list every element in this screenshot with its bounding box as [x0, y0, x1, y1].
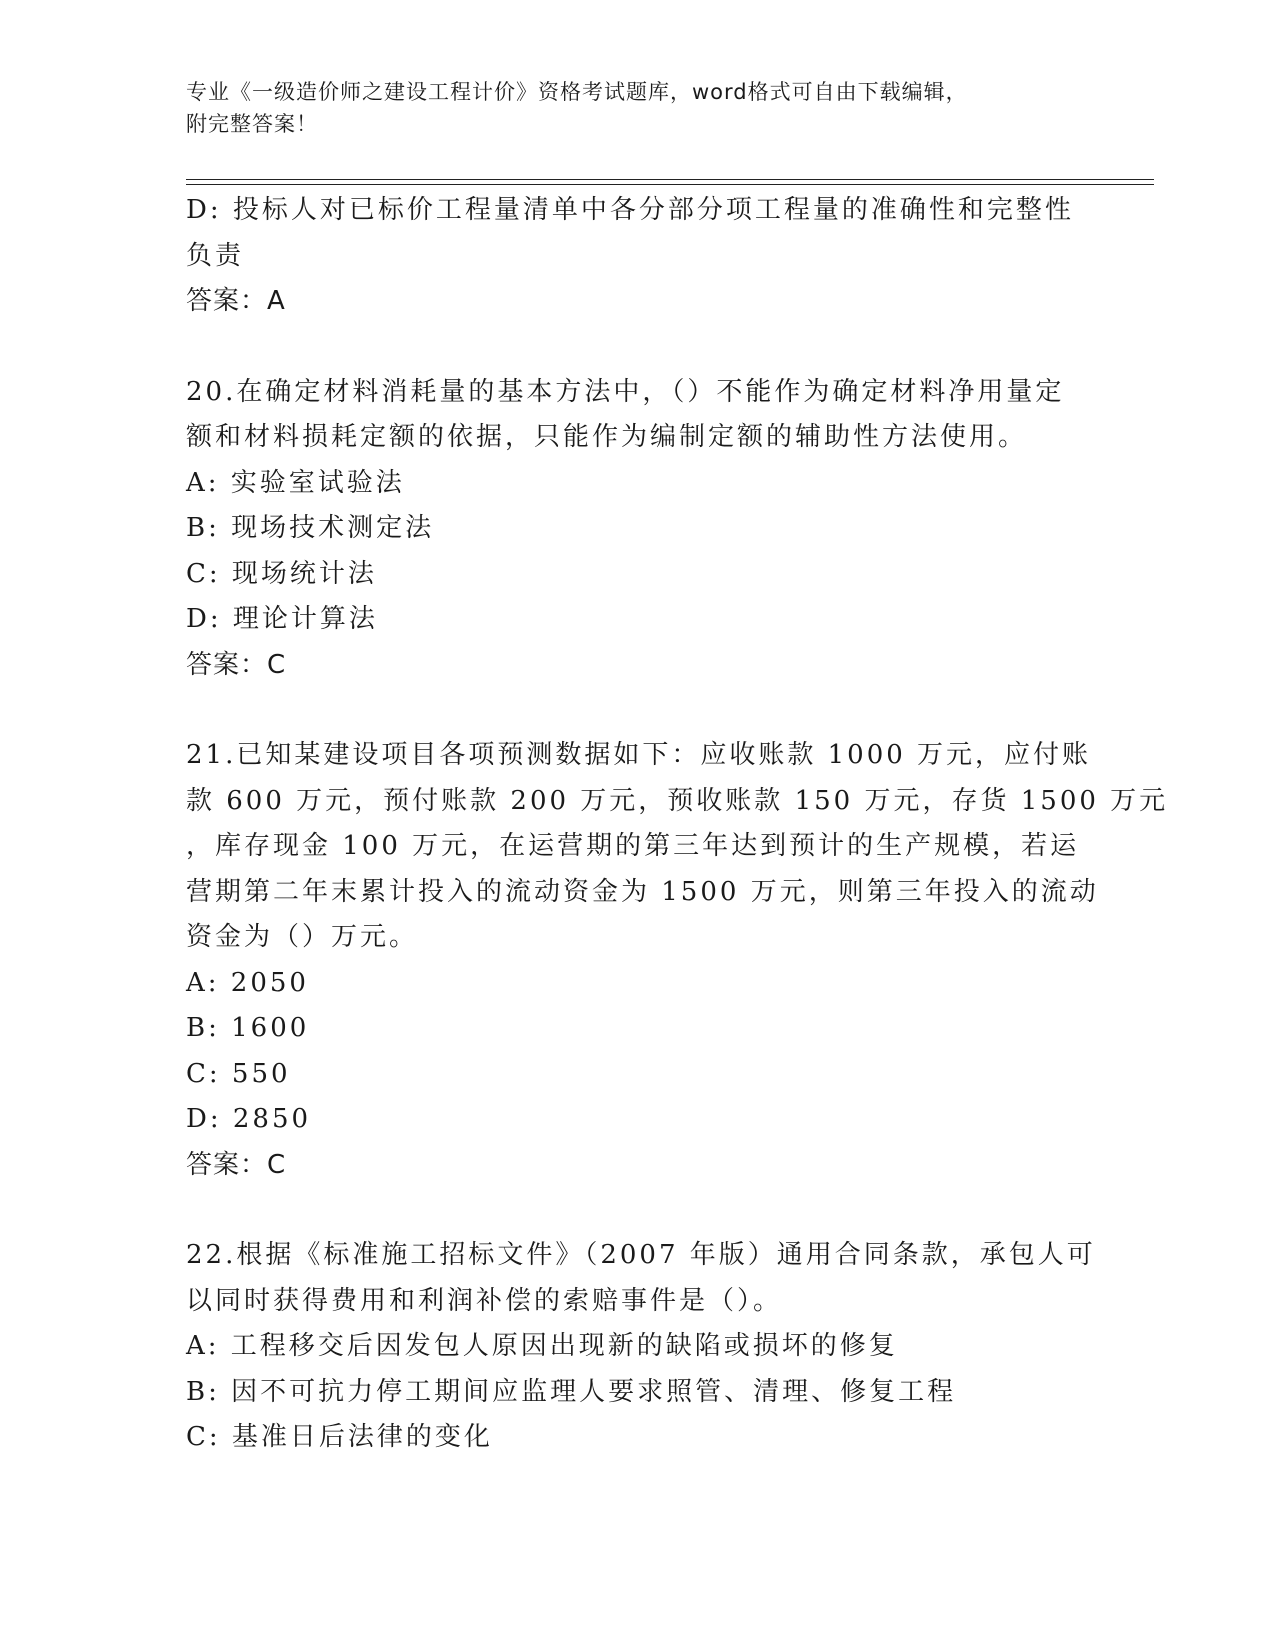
option-a: A: 2050 [186, 967, 309, 998]
question-stem: ，库存现金 100 万元，在运营期的第三年达到预计的生产规模，若运 [186, 831, 1080, 861]
option-b: B: 1600 [186, 1013, 310, 1043]
question-22 [186, 1233, 1096, 1461]
header-line-1: 专业《一级造价师之建设工程计价》资格考试题库，word格式可自由下载编辑， [186, 80, 968, 104]
question-stem: 以同时获得费用和利润补偿的索赔事件是（）。 [186, 1285, 783, 1316]
answer: 答案：A [186, 286, 286, 316]
question-stem: 21.已知某建设项目各项预测数据如下：应收账款 1000 万元，应付账 [186, 740, 1092, 770]
option-b: B: 现场技术测定法 [186, 513, 435, 543]
answer: 答案：C [186, 1149, 287, 1180]
question-stem: 22.根据《标准施工招标文件》（2007 年版）通用合同条款，承包人可 [186, 1240, 1096, 1270]
question-stem: 额和材料损耗定额的依据，只能作为编制定额的辅助性方法使用。 [186, 422, 1028, 452]
question-stem: 营期第二年末累计投入的流动资金为 1500 万元，则第三年投入的流动 [186, 876, 1099, 907]
option-b: B: 因不可抗力停工期间应监理人要求照管、清理、修复工程 [186, 1376, 957, 1407]
header-divider-top [186, 179, 1154, 180]
header-line-2: 附完整答案！ [186, 112, 318, 136]
option-d: D: 投标人对已标价工程量清单中各分部分项工程量的准确性和完整性 [186, 195, 1074, 225]
question-20 [186, 370, 1086, 689]
option-a: A: 工程移交后因发包人原因出现新的缺陷或损坏的修复 [186, 1331, 898, 1361]
option-d-continued: 负责 [186, 240, 245, 271]
option-d: D: 理论计算法 [186, 604, 378, 634]
option-c: C: 现场统计法 [186, 558, 377, 589]
option-d: D: 2850 [186, 1104, 312, 1134]
question-stem: 20.在确定材料消耗量的基本方法中，（）不能作为确定材料净用量定 [186, 376, 1065, 407]
header-divider-bottom [186, 184, 1154, 185]
question-stem: 资金为（）万元。 [186, 922, 419, 952]
question-content [186, 188, 1169, 1461]
option-c: C: 基准日后法律的变化 [186, 1422, 493, 1452]
previous-question-tail [186, 188, 1086, 325]
page-header [186, 76, 1086, 140]
answer: 答案：C [186, 649, 287, 680]
question-21 [186, 733, 1169, 1188]
option-c: C: 550 [186, 1058, 291, 1089]
option-a: A: 实验室试验法 [186, 467, 405, 498]
question-stem: 款 600 万元，预付账款 200 万元，预收账款 150 万元，存货 1500 万元 [186, 785, 1169, 816]
